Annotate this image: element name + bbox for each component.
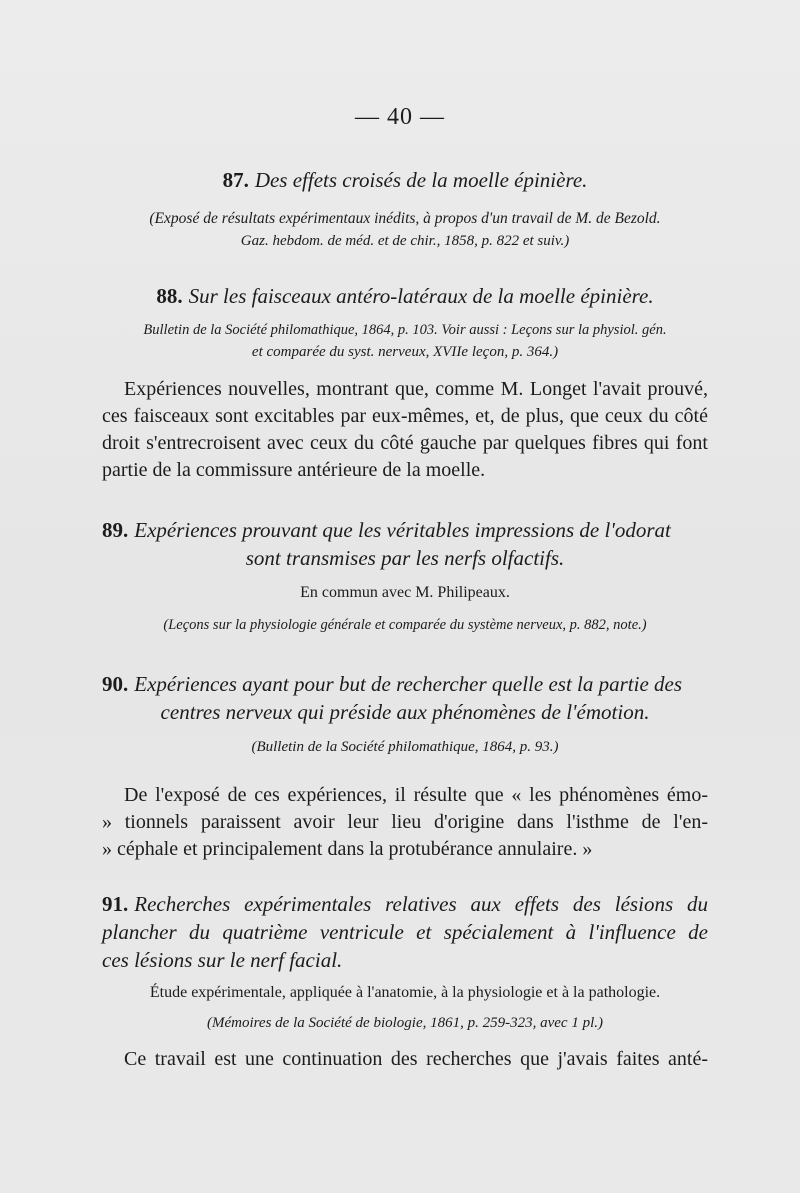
entry-90-title-line-1 <box>102 670 708 698</box>
entry-90-paragraph-line-3: » céphale et principalement dans la protubérance annulaire. » <box>102 838 593 860</box>
entry-91-reference: (Mémoires de la Société de biologie, 1861, p. 259-323, avec 1 pl.) <box>206 1015 603 1031</box>
entry-91-ref-block <box>102 1012 708 1034</box>
entry-88-title <box>102 282 708 310</box>
page-number: — 40 — <box>355 104 445 130</box>
entry-89-title-line-2: sont transmises par les nerfs olfactifs. <box>245 546 565 570</box>
entry-90-paragraph-line-1: De l'exposé de ces expériences, il résulte que « les phénomènes émo- <box>124 784 708 806</box>
entry-number: 89. <box>102 518 129 542</box>
entry-title-text: Expériences ayant pour but de rechercher quelle est la partie des <box>134 672 683 696</box>
entry-88 <box>102 282 708 310</box>
entry-90-ref-block <box>102 736 708 758</box>
entry-89-ref-block <box>102 614 708 636</box>
reference-line-2: Gaz. hebdom. de méd. et de chir., 1858, p. 822 et suiv.) <box>240 233 570 249</box>
reference-line-1: (Exposé de résultats expérimentaux inédits, à propos d'un travail de M. de Bezold. <box>149 210 661 227</box>
entry-89-title-line-1 <box>102 516 708 544</box>
entry-90-reference: (Bulletin de la Société philomathique, 1864, p. 93.) <box>251 739 559 755</box>
entry-87 <box>102 166 708 194</box>
entry-number: 90. <box>102 672 129 696</box>
entry-number: 91. <box>102 892 129 916</box>
entry-89-collab-block <box>102 582 708 604</box>
entry-91-title-line-2: plancher du quatrième ventricule et spécialement à l'influence de <box>102 920 708 944</box>
entry-91-subtitle-block <box>102 982 708 1004</box>
reference-line-1: Bulletin de la Société philomathique, 1864, p. 103. Voir aussi : Leçons sur la physiol. gén. <box>143 322 667 338</box>
entry-90-paragraph-block <box>102 782 708 863</box>
entry-89 <box>102 516 708 572</box>
reference-line-2: et comparée du syst. nerveux, XVIIe leçon, p. 364.) <box>251 344 559 360</box>
entry-90-paragraph-line-2: » tionnels paraissent avoir leur lieu d'origine dans l'isthme de l'en- <box>102 811 708 833</box>
entry-title-text: Des effets croisés de la moelle épinière. <box>254 168 588 192</box>
entry-89-collaboration: En commun avec M. Philipeaux. <box>300 584 510 601</box>
entry-title-text: Sur les faisceaux antéro-latéraux de la moelle épinière. <box>188 284 654 308</box>
entry-number: 87. <box>222 168 249 192</box>
entry-91 <box>102 890 708 974</box>
entry-90-title-line-2: centres nerveux qui préside aux phénomènes de l'émotion. <box>160 700 650 724</box>
entry-number: 88. <box>156 284 183 308</box>
entry-91-title-line-1 <box>102 890 708 918</box>
entry-87-title <box>102 166 708 194</box>
entry-88-paragraph: Expériences nouvelles, montrant que, comme M. Longet l'avait prouvé, ces faisceaux sont excitables par eux-mêmes, et, de plus, que ceux du côté droit s'entrecroisent avec ceux du côté gauche par quelques fibres qui font partie de la commissure antérieure de la moelle. <box>102 378 708 481</box>
entry-title-text: Recherches expérimentales relatives aux effets des lésions du <box>134 892 708 916</box>
entry-title-text: Expériences prouvant que les véritables impressions de l'odorat <box>134 518 671 542</box>
entry-91-paragraph-block <box>102 1046 708 1073</box>
entry-90 <box>102 670 708 726</box>
entry-89-reference: (Leçons sur la physiologie générale et comparée du système nerveux, p. 882, note.) <box>163 617 647 633</box>
entry-91-paragraph: Ce travail est une continuation des recherches que j'avais faites anté- <box>124 1048 708 1070</box>
entry-88-ref <box>102 319 708 363</box>
entry-88-paragraph-block <box>102 376 708 484</box>
entry-91-subtitle: Étude expérimentale, appliquée à l'anatomie, à la physiologie et à la pathologie. <box>149 984 661 1001</box>
entry-91-title-line-3: ces lésions sur le nerf facial. <box>102 948 343 972</box>
entry-87-ref <box>102 208 708 252</box>
